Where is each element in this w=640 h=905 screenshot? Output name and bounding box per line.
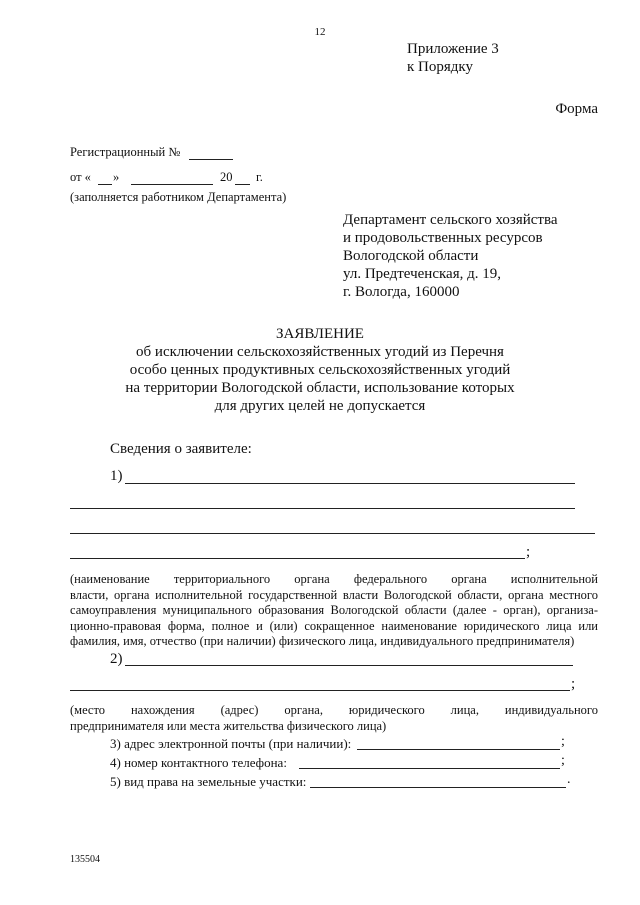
document-subtitle-line-1: об исключении сельскохозяйственных угодий из Перечня	[136, 344, 504, 360]
item-3-label: 3) адрес электронной почты (при наличии):	[110, 736, 352, 751]
item-1-semicolon: ;	[526, 544, 531, 560]
date-suffix: г.	[256, 170, 263, 184]
document-subtitle-line-3: на территории Вологодской области, использование которых	[125, 380, 515, 396]
item-1-note-line: ционно-правовая форма, полное и (или) сокращенное наименование юридического лица или	[70, 618, 598, 633]
date-month-blank	[131, 184, 213, 185]
page-number: 12	[314, 26, 326, 38]
item-1-note-line: власти, органа исполнительной государственной власти Вологодской области, органа местного	[70, 587, 598, 602]
registration-note: (заполняется работником Департамента)	[70, 190, 287, 204]
addressee-line-1: Департамент сельского хозяйства	[343, 212, 558, 228]
item-1-blank-line-2	[70, 508, 575, 509]
registration-number-blank	[189, 159, 233, 160]
date-year-prefix: 20	[220, 170, 233, 184]
document-subtitle-line-4: для других целей не допускается	[214, 398, 426, 414]
item-1-note	[70, 572, 598, 650]
document-id: 135504	[70, 854, 100, 865]
addressee-line-2: и продовольственных ресурсов	[343, 230, 543, 246]
item-1-note-line: самоуправления муниципального образования Вологодской области (далее - орган), организа-	[70, 603, 598, 617]
item-3-semicolon: ;	[561, 734, 565, 749]
date-year-blank	[235, 184, 250, 185]
document-subtitle-line-2: особо ценных продуктивных сельскохозяйственных угодий	[129, 362, 511, 378]
item-2-semicolon: ;	[571, 676, 576, 692]
item-1-note-line: (наименование территориального органа федерального органа исполнительной	[70, 572, 598, 586]
document-title: ЗАЯВЛЕНИЕ	[276, 326, 364, 342]
date-mid: »	[113, 170, 120, 184]
registration-number-label: Регистрационный №	[70, 145, 181, 159]
item-5-label: 5) вид права на земельные участки:	[110, 774, 307, 789]
item-2-blank-line-1	[125, 665, 573, 666]
appendix-line-2: к Порядку	[407, 59, 473, 75]
addressee-line-3: Вологодской области	[343, 248, 479, 264]
item-4-label: 4) номер контактного телефона:	[110, 755, 287, 770]
addressee-line-5: г. Вологда, 160000	[343, 284, 460, 300]
item-2-blank-line-2	[70, 690, 570, 691]
form-label: Форма	[555, 101, 598, 117]
applicant-heading: Сведения о заявителе:	[110, 441, 252, 457]
addressee-line-4: ул. Предтеченская, д. 19,	[343, 266, 501, 282]
appendix-line-1: Приложение 3	[407, 41, 499, 57]
item-1-blank-line-3	[70, 533, 595, 534]
item-1-blank-line-4	[70, 558, 525, 559]
item-5-period: .	[567, 772, 571, 787]
land-rights-blank	[310, 787, 566, 788]
item-4-semicolon: ;	[561, 753, 565, 768]
date-day-blank	[98, 184, 112, 185]
date-prefix: от «	[70, 170, 91, 184]
item-1-blank-line-1	[125, 483, 575, 484]
email-blank	[357, 749, 560, 750]
item-2-number: 2)	[110, 651, 123, 667]
item-1-number: 1)	[110, 468, 123, 484]
item-1-note-line: фамилия, имя, отчество (при наличии) физического лица, индивидуального предпринимателя)	[70, 634, 575, 648]
phone-blank	[299, 768, 560, 769]
item-2-note-line: предпринимателя или места жительства физического лица)	[70, 718, 387, 733]
item-2-note	[70, 703, 598, 734]
item-2-note-line: (место нахождения (адрес) органа, юридического лица, индивидуального	[70, 703, 598, 717]
